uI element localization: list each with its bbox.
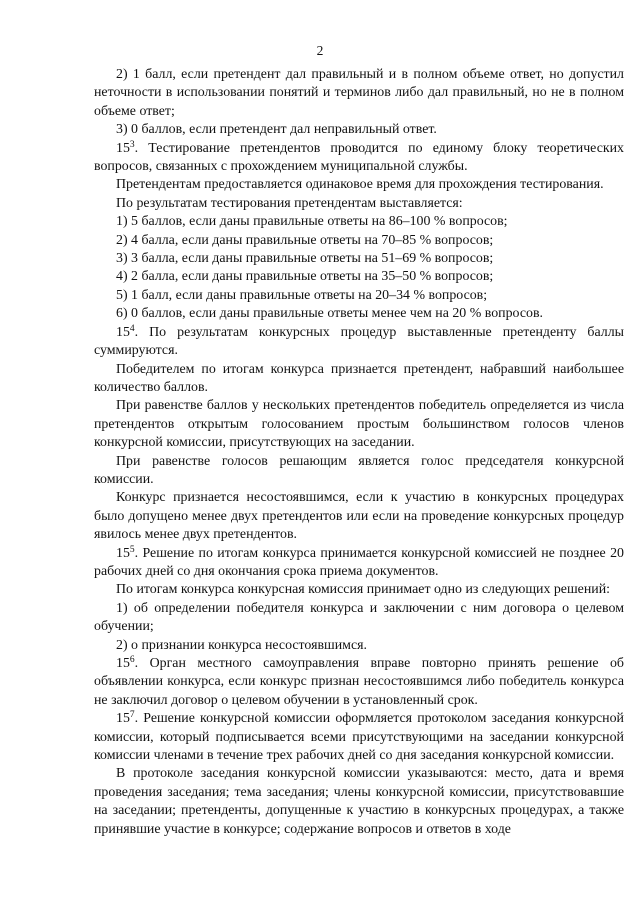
paragraph-testing-time: Претендентам предоставляется одинаковое время для прохождения тестирования. [116, 177, 604, 193]
document-body [94, 66, 624, 839]
score-item-5: 5) 1 балл, если даны правильные ответы на 20–34 % вопросов; [116, 287, 488, 303]
score-item-6: 6) 0 баллов, если даны правильные ответы менее чем на 20 % вопросов. [116, 306, 543, 322]
paragraph-item-3: 3) 0 баллов, если претендент дал неправильный ответ. [116, 122, 437, 138]
clause-superscript: 5 [129, 544, 135, 555]
page-number: 2 [316, 43, 324, 58]
paragraph-item-2: 2) 1 балл, если претендент дал правильный и в полном объеме ответ, но допустил неточности в использовании понятий и терминов либо дал правильный, но не в полном объеме ответ; [94, 67, 624, 119]
paragraph-decisions-intro: По итогам конкурса конкурсная комиссия принимает одно из следующих решений: [116, 582, 610, 598]
clause-superscript: 7 [129, 710, 135, 721]
clause-number: 15 [116, 711, 130, 727]
clause-superscript: 3 [129, 139, 135, 150]
clause-number: 15 [116, 324, 130, 340]
paragraph-15-4: $15^4$. По результатам конкурсных процедур выставленные претенденту баллы суммируются. [94, 323, 624, 359]
clause-number: 15 [116, 140, 130, 156]
score-item-3: 3) 3 балла, если даны правильные ответы на 51–69 % вопросов; [116, 251, 494, 267]
paragraph-protocol-contents: В протоколе заседания конкурсной комиссии указываются: место, дата и время проведения заседания; тема заседания; члены конкурсной комиссии, присутствовавшие на заседании; претенденты, допущенные к участию в конкурсных процедурах, а также принявшие участие в конкурсе; содержание вопросов и ответов в ходе [94, 766, 624, 837]
score-item-2: 2) 4 балла, если даны правильные ответы на 70–85 % вопросов; [116, 232, 494, 248]
clause-number: 15 [116, 545, 130, 561]
paragraph-tie-scores: При равенстве баллов у нескольких претендентов победитель определяется из числа претендентов открытым голосованием простым большинством голосов членов конкурсной комиссии, присутствующих на заседании. [94, 398, 624, 451]
paragraph-tie-votes: При равенстве голосов решающим является голос председателя конкурсной комиссии. [94, 453, 624, 487]
clause-superscript: 4 [129, 323, 135, 334]
paragraph-15-7: $15^7$. Решение конкурсной комиссии оформляется протоколом заседания конкурсной комиссии, который подписывается всеми присутствующими на заседании конкурсной комиссии членами в течение трех рабочих дней со дня заседания конкурсной комиссии. [94, 710, 624, 764]
paragraph-scoring-intro: По результатам тестирования претендентам выставляется: [116, 195, 463, 211]
paragraph-15-5: $15^5$. Решение по итогам конкурса принимается конкурсной комиссией не позднее 20 рабочих дней со дня окончания срока приема документов. [94, 544, 624, 579]
clause-superscript: 6 [129, 655, 135, 665]
paragraph-15-6: $15^6$. Орган местного самоуправления вправе повторно принять решение об объявлении конкурса, если конкурс признан несостоявшимся либо победитель конкурса не заключил договор о целевом обучении в установленный срок. [94, 655, 624, 708]
clause-number: 15 [116, 656, 130, 671]
paragraph-winner: Победителем по итогам конкурса признается претендент, набравший наибольшее количество баллов. [94, 361, 624, 395]
score-item-4: 4) 2 балла, если даны правильные ответы на 35–50 % вопросов; [116, 269, 494, 285]
decision-item-2: 2) о признании конкурса несостоявшимся. [116, 637, 368, 653]
decision-item-1: 1) об определении победителя конкурса и заключении с ним договора о целевом обучении; [94, 600, 624, 635]
score-item-1: 1) 5 баллов, если даны правильные ответы на 86–100 % вопросов; [116, 214, 508, 230]
paragraph-failed-contest: Конкурс признается несостоявшимся, если к участию в конкурсных процедурах было допущено менее двух претендентов или если на проведение конкурсных процедур явилось менее двух претендентов. [94, 490, 624, 543]
paragraph-15-3: $15^3$. Тестирование претендентов проводится по единому блоку теоретических вопросов, связанных с прохождением муниципальной службы. [94, 139, 624, 175]
